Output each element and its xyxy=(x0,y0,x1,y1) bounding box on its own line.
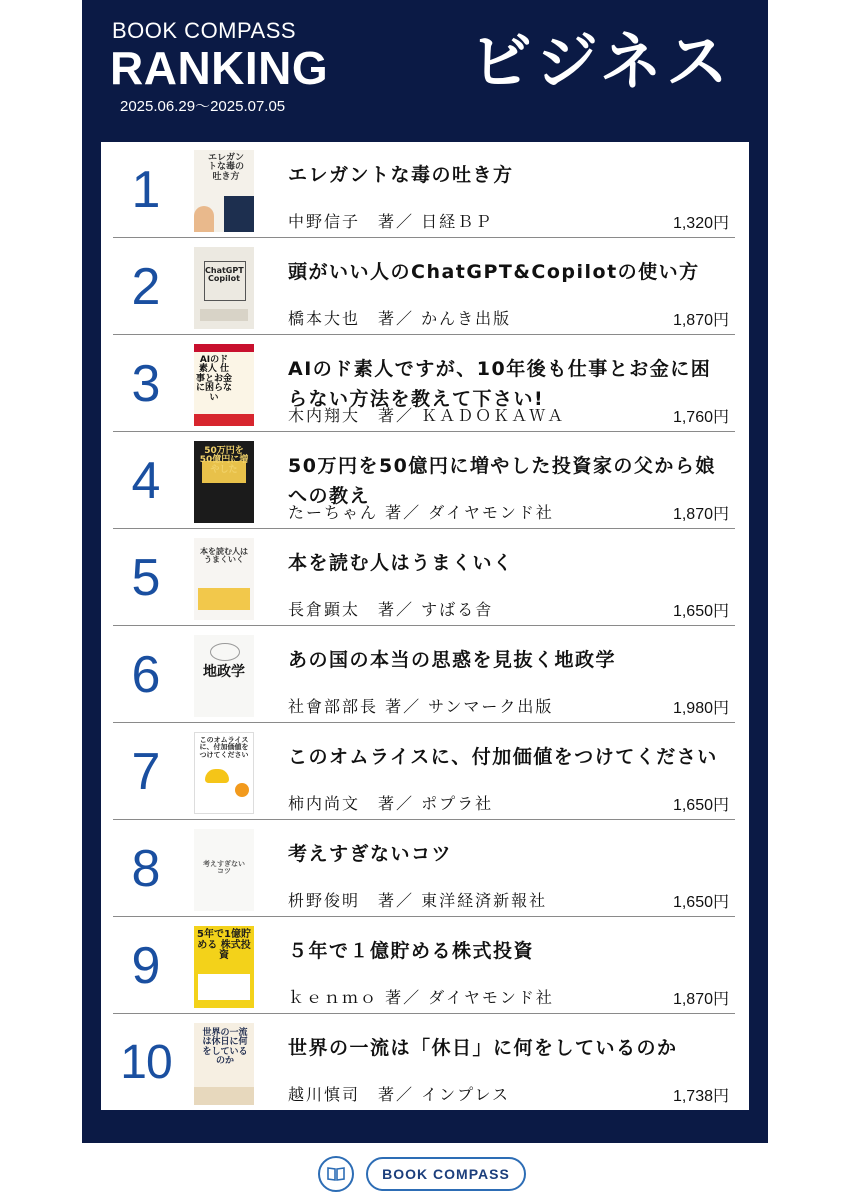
rank-number: 10 xyxy=(120,1036,172,1089)
book-cover[interactable] xyxy=(194,1023,254,1105)
book-title[interactable]: AIのド素人ですが、10年後も仕事とお金に困らない方法を教えて下さい! xyxy=(288,358,712,410)
row-divider xyxy=(113,431,735,432)
cover-band xyxy=(200,309,248,321)
book-price: 1,980円 xyxy=(672,700,729,717)
logo-text: BOOK COMPASS xyxy=(366,1157,526,1191)
rank-number: 4 xyxy=(131,452,161,510)
category-title: ビジネス xyxy=(470,25,733,98)
cover-title: 考えすぎないコツ xyxy=(203,860,245,876)
book-cover[interactable] xyxy=(194,150,254,232)
row-divider xyxy=(113,722,735,723)
cover-title: エレガントな毒の吐き方 xyxy=(207,153,244,182)
book-cover[interactable] xyxy=(194,635,254,717)
book-price: 1,650円 xyxy=(672,797,729,814)
book-title[interactable]: あの国の本当の思惑を見抜く地政学 xyxy=(288,649,617,671)
author-publisher: 中野信子 著／ 日経ＢＰ xyxy=(288,212,494,231)
book-cover[interactable] xyxy=(194,926,254,1008)
ranking-row-2[interactable] xyxy=(101,239,749,335)
badge-shape xyxy=(235,783,249,797)
cover-title: 5年で1億貯める 株式投資 xyxy=(197,929,251,961)
book-cover[interactable] xyxy=(194,732,254,814)
ranking-row-4[interactable] xyxy=(101,433,749,529)
cover-band-bottom xyxy=(194,414,254,426)
book-title[interactable]: 世界の一流は「休日」に何をしているのか xyxy=(288,1037,678,1059)
book-price: 1,320円 xyxy=(672,215,729,232)
book-title[interactable]: 本を読む人はうまくいく xyxy=(288,552,514,574)
book-price: 1,870円 xyxy=(672,312,729,329)
book-title[interactable]: ５年で１億貯める株式投資 xyxy=(288,940,535,962)
book-icon-svg xyxy=(326,1166,346,1182)
author-publisher: 木内翔大 著／ ＫＡＤＯＫＡＷＡ xyxy=(288,406,566,425)
author-publisher: 越川慎司 著／ インプレス xyxy=(288,1085,510,1104)
rank-number: 6 xyxy=(131,646,161,704)
row-divider xyxy=(113,334,735,335)
ranking-row-8[interactable] xyxy=(101,821,749,917)
cover-band xyxy=(198,974,250,1000)
book-price: 1,870円 xyxy=(672,991,729,1008)
author-publisher: 長倉顕太 著／ すばる舎 xyxy=(288,600,494,619)
book-cover[interactable] xyxy=(194,538,254,620)
author-publisher: ｋｅｎｍｏ 著／ ダイヤモンド社 xyxy=(288,988,554,1007)
author-publisher: たーちゃん 著／ ダイヤモンド社 xyxy=(288,503,554,522)
book-cover[interactable] xyxy=(194,441,254,523)
book-price: 1,870円 xyxy=(672,506,729,523)
book-cover[interactable] xyxy=(194,829,254,911)
cover-band xyxy=(194,1087,254,1105)
book-price: 1,760円 xyxy=(672,409,729,426)
book-title[interactable]: エレガントな毒の吐き方 xyxy=(288,164,514,186)
row-divider xyxy=(113,819,735,820)
row-divider xyxy=(113,916,735,917)
portrait-shape xyxy=(194,206,214,232)
ranking-heading: RANKING xyxy=(110,42,329,94)
row-divider xyxy=(113,625,735,626)
author-publisher: 柿内尚文 著／ ポプラ社 xyxy=(288,794,494,813)
row-divider xyxy=(113,237,735,238)
book-price: 1,650円 xyxy=(672,894,729,911)
cover-title: ChatGPT Copilot xyxy=(205,266,244,284)
cover-title: 50万円を50億円に増やした xyxy=(199,446,249,475)
omelet-shape xyxy=(205,769,229,783)
cover-title: 世界の一流は休日に何をしているのか xyxy=(202,1028,248,1067)
book-title[interactable]: 50万円を50億円に増やした投資家の父から娘への教え xyxy=(288,455,716,507)
cover-band xyxy=(194,344,254,352)
globe-shape xyxy=(210,643,240,661)
book-icon xyxy=(318,1156,354,1192)
cover-title: 地政学 xyxy=(203,664,245,680)
book-title[interactable]: 考えすぎないコツ xyxy=(288,843,453,865)
cover-band xyxy=(224,196,254,232)
rank-number: 9 xyxy=(131,937,161,995)
rank-number: 7 xyxy=(131,743,161,801)
rank-number: 2 xyxy=(131,258,161,316)
book-cover[interactable] xyxy=(194,247,254,329)
book-price: 1,738円 xyxy=(672,1088,729,1105)
brand-top-label: BOOK COMPASS xyxy=(112,18,297,43)
rank-number: 1 xyxy=(131,161,161,219)
footer-logo[interactable] xyxy=(318,1155,530,1195)
rank-number: 5 xyxy=(131,549,161,607)
row-divider xyxy=(113,1013,735,1014)
ranking-row-3[interactable] xyxy=(101,336,749,432)
ranking-row-9[interactable] xyxy=(101,918,749,1014)
book-title[interactable]: 頭がいい人のChatGPT&Copilotの使い方 xyxy=(288,261,700,283)
rank-number: 3 xyxy=(131,355,161,413)
author-publisher: 社會部部長 著／ サンマーク出版 xyxy=(288,697,554,716)
cover-title: 本を読む人はうまくいく xyxy=(200,547,248,565)
book-cover[interactable] xyxy=(194,344,254,426)
date-range: 2025.06.29～2025.07.05 xyxy=(120,98,286,115)
ranking-row-5[interactable] xyxy=(101,530,749,626)
ranking-row-10[interactable] xyxy=(101,1015,749,1111)
cover-title: AIのド素人 仕事とお金に困らない xyxy=(196,355,233,403)
ranking-row-7[interactable] xyxy=(101,724,749,820)
cover-title: このオムライスに、付加価値をつけてください xyxy=(199,736,249,759)
rank-number: 8 xyxy=(131,840,161,898)
book-title[interactable]: このオムライスに、付加価値をつけてください xyxy=(288,746,718,768)
row-divider xyxy=(113,528,735,529)
ranking-row-1[interactable] xyxy=(101,142,749,238)
ranking-row-6[interactable] xyxy=(101,627,749,723)
cover-band xyxy=(198,588,250,610)
author-publisher: 枡野俊明 著／ 東洋経済新報社 xyxy=(288,891,548,910)
book-price: 1,650円 xyxy=(672,603,729,620)
ranking-list xyxy=(101,142,749,1110)
author-publisher: 橋本大也 著／ かんき出版 xyxy=(288,309,512,328)
